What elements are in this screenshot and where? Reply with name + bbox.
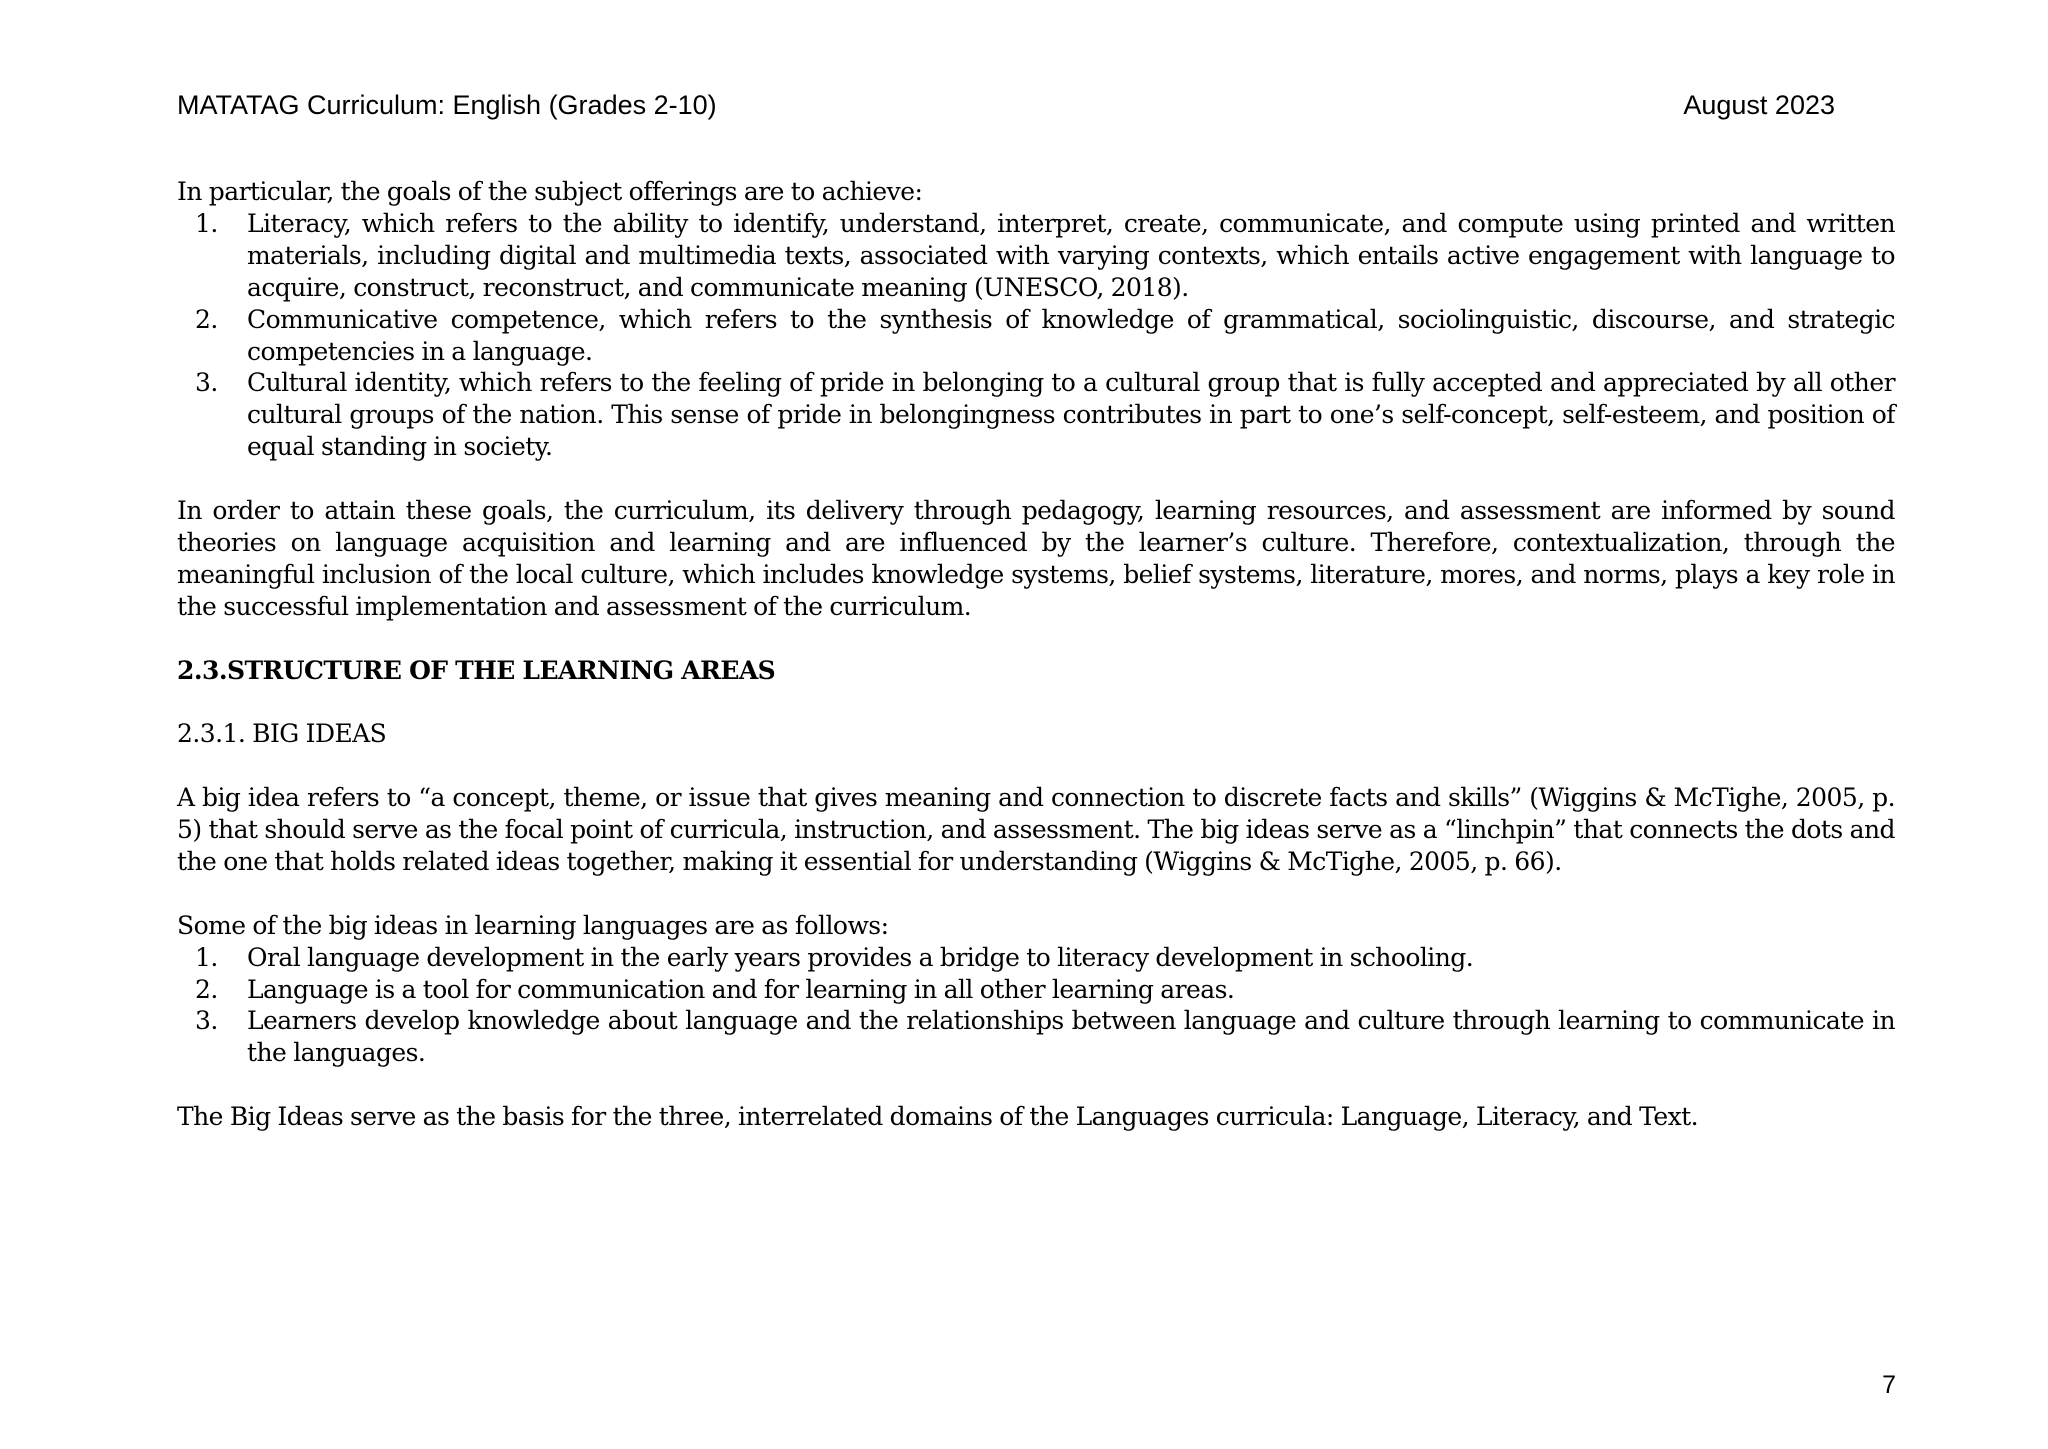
- list-item: [177, 208, 1895, 304]
- header-title: MATATAG Curriculum: English (Grades 2-10): [177, 90, 717, 120]
- goals-intro: In particular, the goals of the subject offerings are to achieve:: [177, 177, 923, 206]
- list-item: [177, 304, 1895, 368]
- goals-paragraph: In order to attain these goals, the curriculum, its delivery through pedagogy, learning resources, and assessment are informed by sound theories on language acquisition and learning and are influenced by the learner’s culture. Therefore, contextualization, through the meaningful inclusion of the local culture, which includes knowledge systems, belief systems, literature, mores, and norms, plays a key role in the successful implementation and assessment of the curriculum.: [177, 496, 1895, 621]
- subsection-heading: 2.3.1. BIG IDEAS: [177, 719, 387, 749]
- closing-paragraph: The Big Ideas serve as the basis for the three, interrelated domains of the Languages curricula: Language, Literacy, and Text.: [177, 1102, 1699, 1132]
- document-body: [177, 176, 1895, 1133]
- list-number: 3.: [195, 1006, 218, 1036]
- list-item-text: Communicative competence, which refers to the synthesis of knowledge of grammatical, sociolinguistic, discourse, and strategic competencies in a language.: [247, 304, 1895, 366]
- page-number: 7: [1882, 1371, 1896, 1399]
- section-heading: 2.3.STRUCTURE OF THE LEARNING AREAS: [177, 655, 776, 685]
- list-number: 2.: [195, 304, 218, 334]
- list-item: [177, 974, 1895, 1006]
- list-item: [177, 367, 1895, 463]
- list-number: 3.: [195, 368, 218, 398]
- big-ideas-intro: Some of the big ideas in learning languages are as follows:: [177, 910, 889, 940]
- list-number: 2.: [195, 974, 218, 1004]
- list-item-text: Literacy, which refers to the ability to identify, understand, interpret, create, communicate, and compute using printed and written materials, including digital and multimedia texts, associated with varying contexts, which entails active engagement with language to acquire, construct, reconstruct, and communicate meaning (UNESCO, 2018).: [247, 208, 1895, 302]
- header-date: August 2023: [1683, 90, 1835, 120]
- list-number: 1.: [195, 208, 218, 238]
- list-item-text: Language is a tool for communication and for learning in all other learning areas.: [247, 974, 1235, 1004]
- big-idea-paragraph: A big idea refers to “a concept, theme, or issue that gives meaning and connection to discrete facts and skills” (Wiggins & McTighe, 2005, p. 5) that should serve as the focal point of curricula, instruction, and assessment. The big ideas serve as a “linchpin” that connects the dots and the one that holds related ideas together, making it essential for understanding (Wiggins & McTighe, 2005, p. 66).: [177, 783, 1895, 876]
- list-item: [177, 1005, 1895, 1069]
- list-item-text: Cultural identity, which refers to the feeling of pride in belonging to a cultural group that is fully accepted and appreciated by all other cultural groups of the nation. This sense of pride in belongingness contributes in part to one’s self-concept, self-esteem, and position of equal standing in society.: [247, 368, 1895, 462]
- list-item-text: Oral language development in the early years provides a bridge to literacy development in schooling.: [247, 942, 1474, 972]
- list-item: [177, 942, 1895, 974]
- goals-list: [177, 208, 1895, 463]
- big-ideas-list: [177, 942, 1895, 1070]
- list-item-text: Learners develop knowledge about language and the relationships between language and culture through learning to communicate in the languages.: [247, 1006, 1895, 1068]
- list-number: 1.: [195, 942, 218, 972]
